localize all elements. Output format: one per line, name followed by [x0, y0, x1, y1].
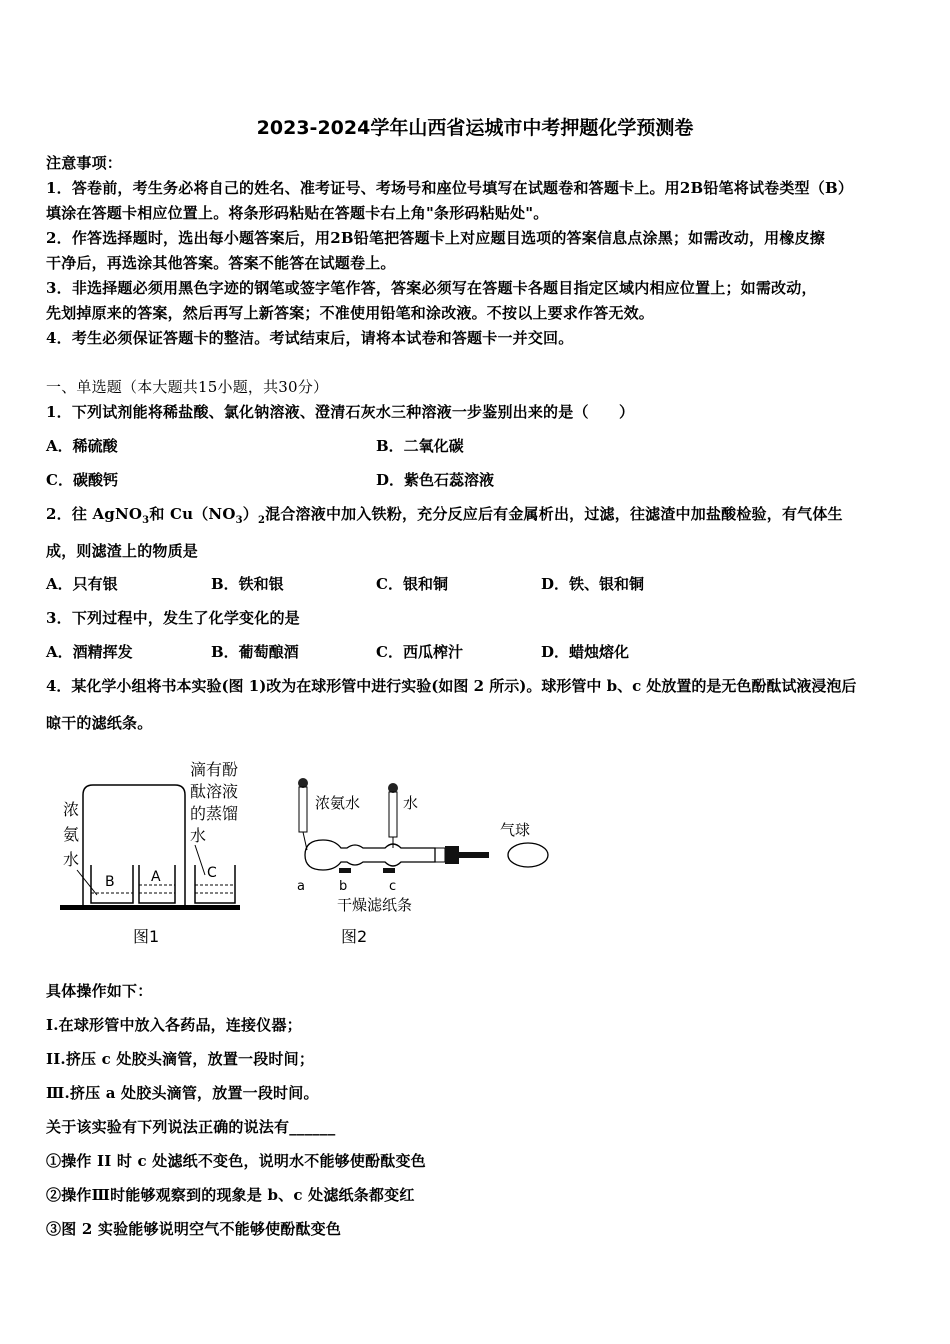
bulb-tube	[305, 840, 435, 870]
q1-stem: 1．下列试剂能将稀盐酸、氯化钠溶液、澄清石灰水三种溶液一步鉴别出来的是（ ）	[46, 403, 635, 421]
connector-tube	[459, 852, 489, 858]
label-c: c	[389, 879, 397, 894]
paper-strip-b	[339, 868, 351, 873]
q2-option-c: C．银和铜	[376, 575, 448, 593]
label-b: b	[339, 879, 348, 894]
q1-option-d: D．紫色石蕊溶液	[376, 471, 495, 489]
dropper-ammonia	[298, 778, 308, 850]
label-water: 水	[403, 794, 419, 812]
q1-option-b: B．二氧化碳	[376, 437, 464, 455]
beaker-c-label: C	[207, 865, 217, 881]
figure-1	[55, 755, 255, 950]
ops-step: I.在球形管中放入各药品，连接仪器；	[46, 1016, 302, 1034]
label-ammonia: 浓	[63, 800, 80, 819]
label-phenol: 滴有酚	[190, 760, 239, 779]
notice-line: 3．非选择题必须用黑色字迹的钢笔或签字笔作答，答案必须写在答题卡各题目指定区域内相应位置上；如需改动，	[46, 279, 817, 297]
q3-stem: 3．下列过程中，发生了化学变化的是	[46, 609, 300, 627]
figure-1-caption: 图1	[133, 927, 160, 946]
base-plate	[60, 905, 240, 910]
notice-line: 干净后，再选涂其他答案。答案不能答在试题卷上。	[46, 254, 396, 272]
q1-option-c: C．碳酸钙	[46, 471, 118, 489]
q3-option-b: B．葡萄酿酒	[211, 643, 299, 661]
q1-option-a: A．稀硫酸	[46, 437, 118, 455]
dropper-water	[388, 783, 398, 848]
statement: ③图 2 实验能够说明空气不能够使酚酞变色	[46, 1220, 342, 1238]
page-title: 2023-2024学年山西省运城市中考押题化学预测卷	[256, 117, 694, 139]
q2-option-d: D．铁、银和铜	[541, 575, 645, 593]
leader-line	[77, 870, 97, 895]
bell-jar	[83, 785, 185, 905]
q4-stem-cont: 晾干的滤纸条。	[46, 714, 153, 732]
notice-heading: 注意事项：	[46, 154, 123, 172]
q3-option-a: A．酒精挥发	[46, 643, 133, 661]
label-phenol: 水	[190, 826, 207, 845]
notice-line: 4．考生必须保证答题卡的整洁。考试结束后，请将本试卷和答题卡一并交回。	[46, 329, 574, 347]
label-ammonia: 浓氨水	[315, 794, 361, 812]
ops-question: 关于该实验有下列说法正确的说法有______	[46, 1118, 336, 1136]
notice-line: 1．答卷前，考生务必将自己的姓名、准考证号、考场号和座位号填写在试题卷和答题卡上。用2B铅笔将试卷类型（B）	[46, 179, 854, 197]
section-heading: 一、单选题（本大题共15小题，共30分）	[46, 378, 329, 396]
figure-2	[285, 770, 555, 950]
q2-option-a: A．只有银	[46, 575, 118, 593]
notice-line: 先划掉原来的答案，然后再写上新答案；不准使用铅笔和涂改液。不按以上要求作答无效。	[46, 304, 655, 322]
label-a: a	[297, 879, 305, 894]
q4-stem: 4．某化学小组将书本实验(图 1)改为在球形管中进行实验(如图 2 所示)。球形管中 b、c 处放置的是无色酚酞试液浸泡后	[46, 677, 857, 695]
label-paper: 干燥滤纸条	[337, 896, 413, 914]
label-balloon: 气球	[500, 821, 531, 839]
label-ammonia: 水	[63, 850, 80, 869]
stopper	[435, 848, 445, 862]
figure-2-caption: 图2	[341, 927, 368, 946]
label-phenol: 的蒸馏	[190, 804, 239, 823]
ops-step: II.挤压 c 处胶头滴管，放置一段时间；	[46, 1050, 315, 1068]
statement: ②操作Ⅲ时能够观察到的现象是 b、c 处滤纸条都变红	[46, 1186, 415, 1204]
notice-line: 2．作答选择题时，选出每小题答案后，用2B铅笔把答题卡上对应题目选项的答案信息点涂黑；如需改动，用橡皮擦	[46, 229, 825, 247]
q2-option-b: B．铁和银	[211, 575, 284, 593]
beaker-a-label: A	[151, 869, 161, 885]
q3-option-c: C．西瓜榨汁	[376, 643, 463, 661]
beaker-b-label: B	[105, 874, 115, 890]
paper-strip-c	[383, 868, 395, 873]
stopper	[445, 846, 459, 864]
ops-heading: 具体操作如下：	[46, 982, 153, 1000]
q2-stem: 2．往 AgNO$_3$和 $Cu(NO_3)_2$混合溶液中加入铁粉，充分反应后有金属析出，过滤，往滤渣中加盐酸检验，有气体生	[46, 505, 843, 526]
label-phenol: 酞溶液	[190, 782, 239, 801]
q3-option-d: D．蜡烛熔化	[541, 643, 630, 661]
q2-stem-cont: 成，则滤渣上的物质是	[46, 542, 199, 560]
ops-step: Ⅲ.挤压 a 处胶头滴管，放置一段时间。	[46, 1084, 319, 1102]
balloon	[508, 843, 548, 867]
notice-line: 填涂在答题卡相应位置上。将条形码粘贴在答题卡右上角"条形码粘贴处"。	[46, 204, 549, 222]
label-ammonia: 氨	[63, 825, 80, 844]
statement: ①操作 II 时 c 处滤纸不变色，说明水不能够使酚酞变色	[46, 1152, 426, 1170]
leader-line	[195, 845, 205, 875]
